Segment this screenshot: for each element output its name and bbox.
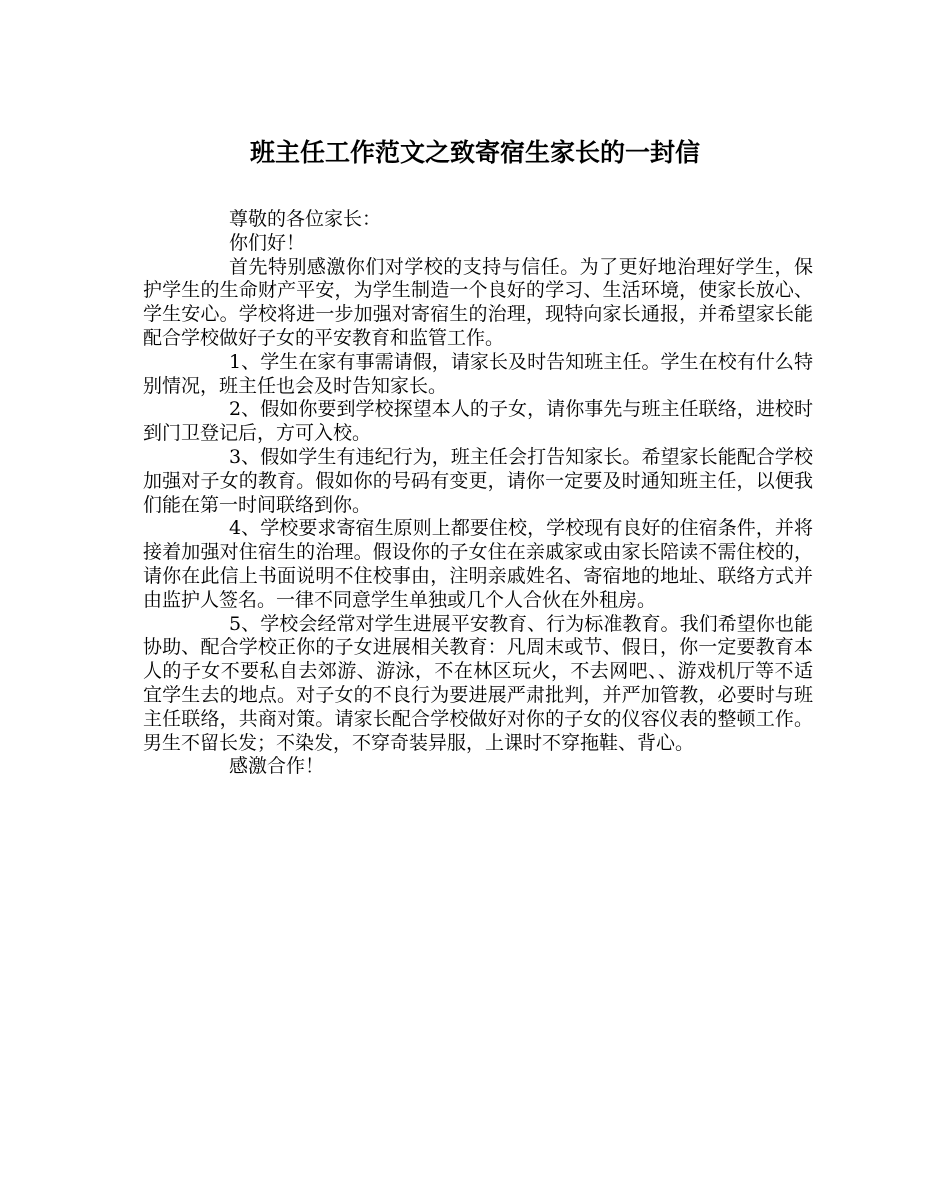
document-title: 班主任工作范文之致寄宿生家长的一封信 (249, 138, 700, 167)
greeting: 你们好！ (229, 231, 306, 254)
item-paragraph-3: 3、假如学生有违纪行为，班主任会打告知家长。希望家长能配合学校加强对子女的教育。假如你的号码有变更，请你一定要及时通知班主任，以便我们能在第一时间联络到你。 (143, 445, 813, 516)
item-paragraph-5: 5、学校会经常对学生进展平安教育、行为标准教育。我们希望你也能协助、配合学校正你的子女进展相关教育：凡周末或节、假日，你一定要教育本人的子女不要私自去郊游、游泳，不在林区玩火，不去网吧、、游戏机厅等不适宜学生去的地点。对子女的不良行为要进展严肃批判，并严加管教，必要时与班主任联络，共商对策。请家长配合学校做好对你的子女的仪容仪表的整顿工作。男生不留长发；不染发，不穿奇装异服，上课时不穿拖鞋、背心。 (143, 612, 813, 754)
item-paragraph-4: 4、学校要求寄宿生原则上都要住校，学校现有良好的住宿条件，并将接着加强对住宿生的治理。假设你的子女住在亲戚家或由家长陪读不需住校的，请你在此信上书面说明不住校事由，注明亲戚姓名、寄宿地的地址、联络方式并由监护人签名。一律不同意学生单独或几个人合伙在外租房。 (143, 517, 813, 611)
item-paragraph-2: 2、假如你要到学校探望本人的子女，请你事先与班主任联络，进校时到门卫登记后，方可入校。 (143, 398, 813, 445)
item-paragraph-1: 1、学生在家有事需请假，请家长及时告知班主任。学生在校有什么特别情况，班主任也会及时告知家长。 (143, 350, 813, 397)
salutation: 尊敬的各位家长： (229, 208, 382, 230)
letter-body (143, 208, 813, 779)
closing: 感激合作！ (229, 755, 325, 778)
intro-paragraph: 首先特别感激你们对学校的支持与信任。为了更好地治理好学生，保护学生的生命财产平安，为学生制造一个良好的学习、生活环境，使家长放心、学生安心。学校将进一步加强对寄宿生的治理，现特向家长通报，并希望家长能配合学校做好子女的平安教育和监管工作。 (143, 255, 813, 349)
